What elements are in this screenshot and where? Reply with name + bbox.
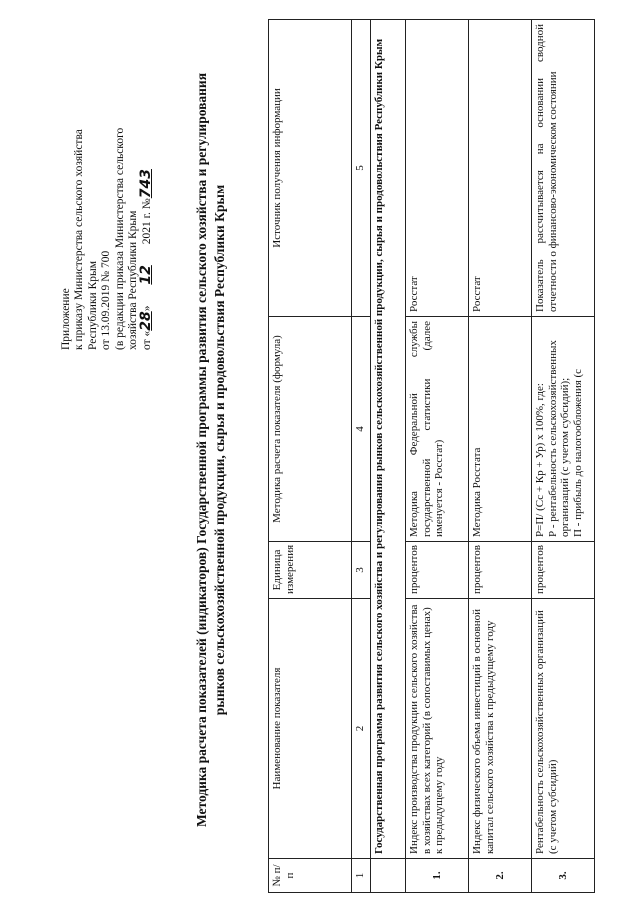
- table-row: [532, 20, 595, 893]
- annex-line: хозяйства Республики Крым: [127, 210, 140, 350]
- indicator-source: Росстат: [469, 20, 532, 317]
- annex-date-line: от «28» 12 2021 г. №743: [138, 169, 155, 350]
- annex-line: Республики Крым: [86, 261, 99, 350]
- row-number: 1.: [406, 859, 469, 893]
- indicator-name: Рентабельность сельскохозяйственных организаций (с учетом субсидий): [532, 599, 595, 859]
- column-number: 2: [352, 599, 371, 859]
- header-cell: Наименование показателя: [269, 599, 352, 859]
- annex-line: от 13.09.2019 № 700: [100, 250, 113, 350]
- header-cell: № п/п: [269, 859, 352, 893]
- indicator-name: Индекс производства продукции сельского хозяйства в хозяйствах всех категорий (в сопоставимых ценах) к предыдущему году: [406, 599, 469, 859]
- column-number: 5: [352, 20, 371, 317]
- section-title: Государственная программа развития сельского хозяйства и регулирования рынков сельскохозяйственной продукции, сырья и продовольствия Республики Крым: [371, 20, 406, 859]
- row-number: 2.: [469, 859, 532, 893]
- column-number: 3: [352, 542, 371, 599]
- table-row: [406, 20, 469, 893]
- indicator-source: Показатель рассчитывается на основании сводной отчетности о финансово-экономическом состоянии: [532, 20, 595, 317]
- indicators-table: [268, 19, 595, 893]
- indicator-method: [532, 317, 595, 542]
- column-number-row: [352, 20, 371, 893]
- annex-block: [60, 50, 155, 350]
- header-cell: Методика расчета показателя (формула): [269, 317, 352, 542]
- handwritten-day: 28: [138, 311, 155, 331]
- handwritten-number: 743: [138, 169, 155, 199]
- indicator-unit: процентов: [469, 542, 532, 599]
- document-title: Методика расчета показателей (индикаторов) Государственной программы развития сельского хозяйства и регулирования рынков сельскохозяйственной продукции, сырья и продовольствия Республики Крым: [194, 72, 227, 828]
- header-cell: Источник получения информации: [269, 20, 352, 317]
- column-number: 4: [352, 317, 371, 542]
- method-line: Р - рентабельность сельскохозяйственных организаций (с учетом субсидий);: [546, 340, 571, 537]
- indicator-method: Методика Федеральной службы государственной статистики (далее именуется - Росстат): [406, 317, 469, 542]
- handwritten-month: 12: [138, 265, 155, 285]
- indicator-method: Методика Росстата: [469, 317, 532, 542]
- indicator-source: Росстат: [406, 20, 469, 317]
- indicator-unit: процентов: [406, 542, 469, 599]
- row-number: 3.: [532, 859, 595, 893]
- column-number: 1: [352, 859, 371, 893]
- section-row: [371, 20, 406, 893]
- annex-line: (в редакции приказа Министерства сельского: [113, 127, 126, 350]
- table-row: [469, 20, 532, 893]
- header-cell: Единица измерения: [269, 542, 352, 599]
- method-line: Р=П/ (Сс + Кр + Ур) х 100%, где:: [534, 383, 546, 537]
- annex-line: Приложение: [60, 288, 72, 350]
- method-line: П - прибыль до налогообложения (с: [571, 368, 584, 537]
- indicator-unit: процентов: [532, 542, 595, 599]
- annex-line: к приказу Министерства сельского хозяйства: [73, 129, 86, 350]
- table-header-row: [269, 20, 352, 893]
- indicator-name: Индекс физического объема инвестиций в основной капитал сельского хозяйства к предыдущему году: [469, 599, 532, 859]
